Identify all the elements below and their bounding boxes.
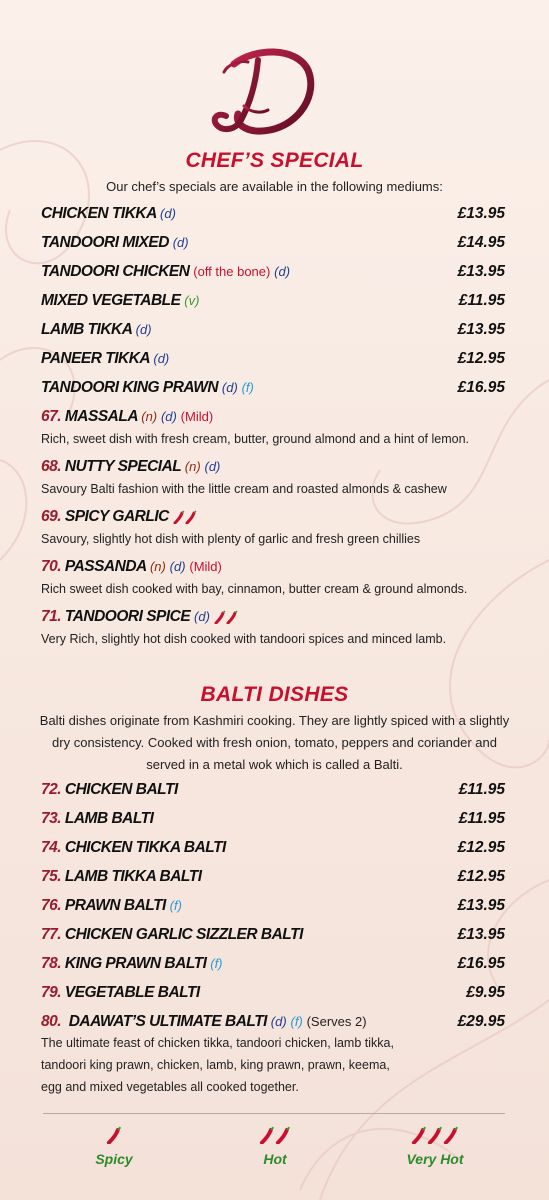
dish-heading xyxy=(41,608,505,630)
legend-spicy xyxy=(64,1126,164,1167)
off-the-bone-tag: (off the bone) xyxy=(193,264,271,279)
chili-icon xyxy=(275,1126,291,1144)
dairy-tag: (d) xyxy=(194,609,210,624)
balti-dishes-title: BALTI DISHES xyxy=(200,683,349,706)
dish-number: 76. xyxy=(41,897,62,914)
item-price: £11.95 xyxy=(458,292,505,309)
dish-number: 78. xyxy=(41,955,62,972)
dish-description: Rich, sweet dish with fresh cream, butter, ground almond and a hint of lemon. xyxy=(41,432,470,446)
dish-description: tandoori king prawn, chicken, lamb, king prawn, prawn, keema, xyxy=(41,1058,390,1072)
item-name: CHICKEN GARLIC SIZZLER BALTI xyxy=(64,926,303,943)
dish-number: 71. xyxy=(41,608,62,625)
menu-item xyxy=(41,321,505,343)
item-name: VEGETABLE BALTI xyxy=(64,984,200,1001)
chili-icon xyxy=(226,610,238,624)
item-name: PRAWN BALTI xyxy=(64,897,166,914)
menu-item xyxy=(41,984,505,1006)
dish-number: 75. xyxy=(41,868,62,885)
item-price: £13.95 xyxy=(457,321,505,338)
dish-heading xyxy=(41,508,505,530)
legend-label: Very Hot xyxy=(406,1151,464,1167)
item-name: TANDOORI KING PRAWN xyxy=(41,379,219,396)
serves-tag: (Serves 2) xyxy=(306,1014,367,1029)
dish-name: NUTTY SPECIAL xyxy=(64,458,181,475)
balti-intro-line: served in a metal wok which is called a Balti. xyxy=(146,757,403,772)
dish-heading xyxy=(41,458,505,480)
item-price: £13.95 xyxy=(457,263,505,280)
dairy-tag: (d) xyxy=(160,409,177,424)
dish-description: egg and mixed vegetables all cooked together. xyxy=(41,1080,299,1094)
chili-icon xyxy=(106,1126,122,1144)
item-name: TANDOORI MIXED xyxy=(41,234,169,251)
divider xyxy=(43,1113,505,1114)
item-price: £16.95 xyxy=(457,379,505,396)
item-name: LAMB TIKKA BALTI xyxy=(64,868,202,885)
chili-icon xyxy=(443,1126,459,1144)
chili-icon xyxy=(214,610,226,624)
chili-icon xyxy=(185,510,197,524)
dish-description: Very Rich, slightly hot dish cooked with tandoori spices and minced lamb. xyxy=(41,632,447,646)
item-price: £29.95 xyxy=(457,1013,505,1030)
menu-item xyxy=(41,897,505,919)
fish-tag: (f) xyxy=(210,956,223,971)
dish-description: Rich sweet dish cooked with bay, cinnamon, butter cream & ground almonds. xyxy=(41,582,468,596)
item-name: DAAWAT’S ULTIMATE BALTI xyxy=(68,1013,267,1030)
chili-icon xyxy=(427,1126,443,1144)
legend-hot xyxy=(225,1126,325,1167)
item-name: PANEER TIKKA xyxy=(41,350,150,367)
legend-very-hot xyxy=(385,1126,485,1167)
item-price: £13.95 xyxy=(457,205,505,222)
dairy-tag: (d) xyxy=(160,206,176,221)
dish-number: 80. xyxy=(41,1013,62,1030)
mild-tag: (Mild) xyxy=(189,559,222,574)
item-name: LAMB TIKKA xyxy=(41,321,132,338)
item-name: CHICKEN TIKKA BALTI xyxy=(64,839,226,856)
menu-item xyxy=(41,350,505,372)
fish-tag: (f) xyxy=(169,898,182,913)
dish-number: 69. xyxy=(41,508,62,525)
nuts-tag: (n) xyxy=(141,409,158,424)
dish-heading xyxy=(41,558,505,580)
restaurant-logo xyxy=(204,42,320,138)
item-price: £12.95 xyxy=(457,839,505,856)
item-price: £9.95 xyxy=(466,984,505,1001)
legend-label: Hot xyxy=(263,1151,287,1167)
item-name: MIXED VEGETABLE xyxy=(41,292,181,309)
menu-item xyxy=(41,379,505,401)
dairy-tag: (d) xyxy=(221,380,238,395)
balti-intro-line: dry consistency. Cooked with fresh onion, tomato, peppers and coriander and xyxy=(52,735,497,750)
dairy-tag: (d) xyxy=(169,559,186,574)
item-price: £13.95 xyxy=(457,897,505,914)
dish-name: MASSALA xyxy=(64,408,138,425)
dish-number: 79. xyxy=(41,984,62,1001)
item-name: CHICKEN BALTI xyxy=(64,781,178,798)
dish-number: 74. xyxy=(41,839,62,856)
menu-item xyxy=(41,292,505,314)
menu-item xyxy=(41,839,505,861)
nuts-tag: (n) xyxy=(149,559,166,574)
menu-item xyxy=(41,926,505,948)
legend-label: Spicy xyxy=(95,1151,133,1167)
item-price: £14.95 xyxy=(457,234,505,251)
chefs-special-title: CHEF’S SPECIAL xyxy=(185,149,364,172)
item-name: LAMB BALTI xyxy=(64,810,154,827)
dish-description: The ultimate feast of chicken tikka, tandoori chicken, lamb tikka, xyxy=(41,1036,394,1050)
menu-item xyxy=(41,955,505,977)
dairy-tag: (d) xyxy=(135,322,152,337)
fish-tag: (f) xyxy=(290,1014,303,1029)
item-name: TANDOORI CHICKEN xyxy=(41,263,190,280)
dairy-tag: (d) xyxy=(270,1014,287,1029)
menu-item xyxy=(41,263,505,285)
item-price: £12.95 xyxy=(457,350,505,367)
dish-number: 70. xyxy=(41,558,62,575)
menu-item xyxy=(41,205,505,227)
dish-number: 77. xyxy=(41,926,62,943)
item-price: £11.95 xyxy=(458,781,505,798)
dairy-tag: (d) xyxy=(172,235,189,250)
dish-name: TANDOORI SPICE xyxy=(64,608,191,625)
dish-name: SPICY GARLIC xyxy=(64,508,169,525)
item-name: KING PRAWN BALTI xyxy=(64,955,207,972)
chili-icon xyxy=(173,510,185,524)
balti-intro-line: Balti dishes originate from Kashmiri cooking. They are lightly spiced with a slightly xyxy=(39,713,510,728)
menu-item xyxy=(41,810,505,832)
menu-item xyxy=(41,234,505,256)
vegetarian-tag: (v) xyxy=(184,293,200,308)
dish-number: 68. xyxy=(41,458,62,475)
dish-number: 73. xyxy=(41,810,62,827)
fish-tag: (f) xyxy=(241,380,254,395)
dairy-tag: (d) xyxy=(204,459,221,474)
dish-description: Savoury, slightly hot dish with plenty of garlic and fresh green chillies xyxy=(41,532,421,546)
mild-tag: (Mild) xyxy=(180,409,214,424)
menu-item xyxy=(41,1013,505,1035)
chefs-special-intro: Our chef’s specials are available in the following mediums: xyxy=(106,179,443,194)
item-price: £11.95 xyxy=(458,810,505,827)
dairy-tag: (d) xyxy=(153,351,170,366)
chili-icon xyxy=(259,1126,275,1144)
item-name: CHICKEN TIKKA xyxy=(41,205,157,222)
dairy-tag: (d) xyxy=(274,264,291,279)
item-price: £13.95 xyxy=(457,926,505,943)
dish-number: 67. xyxy=(41,408,62,425)
dish-number: 72. xyxy=(41,781,62,798)
dish-name: PASSANDA xyxy=(64,558,147,575)
dish-description: Savoury Balti fashion with the little cream and roasted almonds & cashew xyxy=(41,482,447,496)
chili-icon xyxy=(411,1126,427,1144)
nuts-tag: (n) xyxy=(184,459,201,474)
menu-item xyxy=(41,781,505,803)
dish-heading xyxy=(41,408,505,430)
item-price: £12.95 xyxy=(457,868,505,885)
menu-item xyxy=(41,868,505,890)
item-price: £16.95 xyxy=(457,955,505,972)
